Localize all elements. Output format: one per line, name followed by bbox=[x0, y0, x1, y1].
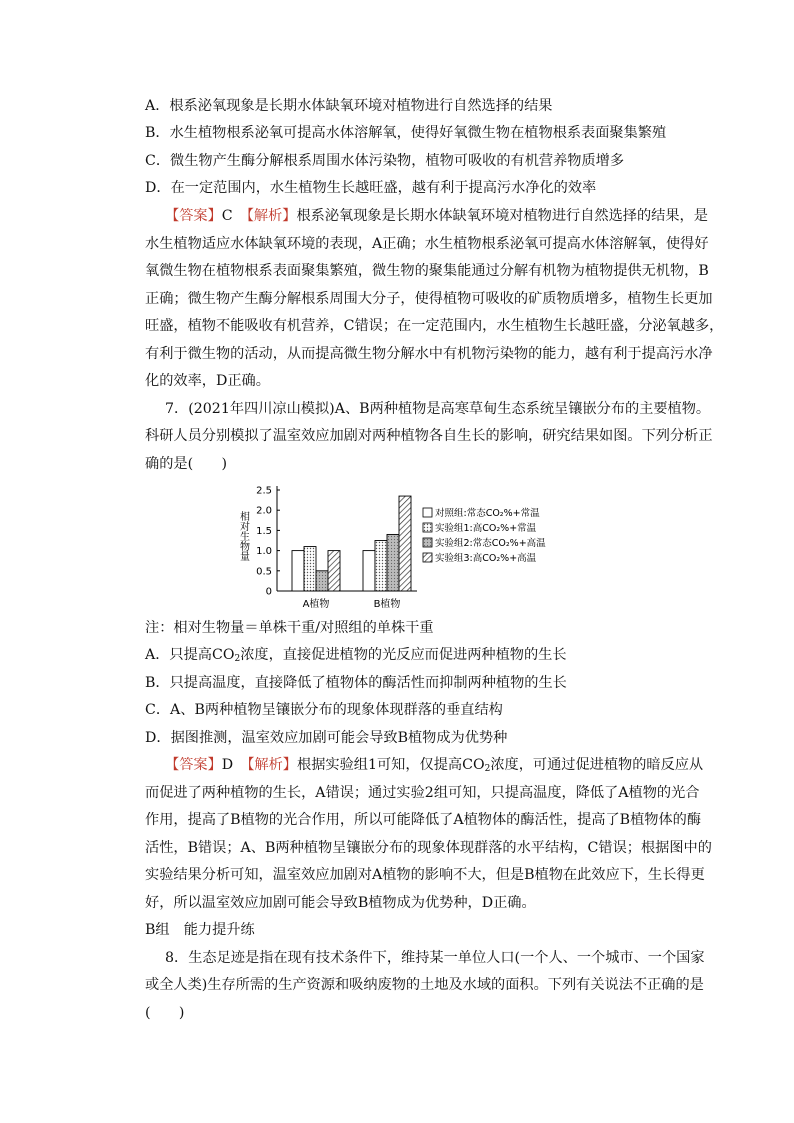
q6-option-c: C．微生物产生酶分解根系周围水体污染物，植物可吸收的有机营养物质增多 bbox=[145, 153, 625, 169]
legend-swatch bbox=[423, 538, 432, 547]
y-tick-label: 0.5 bbox=[256, 566, 272, 578]
bar-a-series-1 bbox=[304, 547, 316, 591]
x-tick-label: B植物 bbox=[373, 599, 401, 610]
y-tick-label: 2.5 bbox=[256, 485, 272, 497]
q7-option-c: C．A、B两种植物呈镶嵌分布的现象体现群落的垂直结构 bbox=[145, 702, 503, 718]
y-tick-label: 1.5 bbox=[256, 525, 272, 537]
answer-tag: 【答案】 bbox=[165, 757, 222, 773]
option-a-text-post: 浓度，直接促进植物的光反应而促进两种植物的生长 bbox=[240, 647, 567, 663]
chart-note: 注：相对生物量＝单株干重/对照组的单株干重 bbox=[145, 620, 434, 636]
subscript-2: 2 bbox=[484, 764, 491, 774]
q7-analysis-line-2: 而促进了两种植物的生长，A错误；通过实验2组可知，只提高温度，降低了A植物的光合 bbox=[145, 785, 700, 801]
y-axis-label: 相对生物量 bbox=[237, 511, 249, 561]
q7-stem-line-2: 科研人员分别模拟了温室效应加剧对两种植物各自生长的影响，研究结果如图。下列分析正 bbox=[145, 428, 713, 444]
bar-b-series-0 bbox=[363, 551, 375, 591]
q7-analysis-line-6: 好，所以温室效应加剧可能会导致B植物成为优势种，D正确。 bbox=[145, 895, 536, 911]
q7-analysis-line-3: 作用，提高了B植物的光合作用，所以可能降低了A植物体的酶活性，提高了B植物体的酶 bbox=[145, 812, 702, 828]
q8-stem-line-2: 或全人类)生存所需的生产资源和吸纳废物的土地及水域的面积。下列有关说法不正确的是 bbox=[145, 977, 704, 993]
q7-option-b: B．只提高温度，直接降低了植物体的酶活性而抑制两种植物的生长 bbox=[145, 675, 567, 691]
q6-option-a: A．根系泌氧现象是长期水体缺氧环境对植物进行自然选择的结果 bbox=[145, 98, 553, 114]
legend-label: 对照组:常态CO₂%+常温 bbox=[435, 508, 540, 519]
bar-a-series-3 bbox=[328, 551, 340, 591]
legend-swatch bbox=[423, 553, 432, 562]
chart-legend bbox=[423, 507, 546, 564]
bars-group bbox=[292, 496, 411, 591]
y-tick-label: 0 bbox=[265, 586, 272, 598]
bar-a-series-0 bbox=[292, 551, 304, 591]
analysis-tag: 【解析】 bbox=[246, 208, 297, 224]
q6-option-b: B．水生植物根系泌氧可提高水体溶解氧，使得好氧微生物在植物根系表面聚集繁殖 bbox=[145, 125, 667, 141]
q6-analysis-line-5: 旺盛，植物不能吸收有机营养，C错误；在一定范围内，水生植物生长越旺盛，分泌氧越多， bbox=[145, 318, 724, 334]
analysis-text-pre: 根据实验组1可知，仅提高CO bbox=[297, 757, 485, 773]
legend-label: 实验组1:高CO₂%+常温 bbox=[435, 523, 537, 534]
q7-stem-line-1: 7．(2021年四川凉山模拟)A、B两种植物是高寒草甸生态系统呈镶嵌分布的主要植物。 bbox=[165, 401, 711, 417]
answer-tag: 【答案】 bbox=[165, 208, 222, 224]
x-axis bbox=[303, 597, 401, 610]
y-tick-label: 1.0 bbox=[256, 546, 272, 558]
biomass-bar-chart bbox=[225, 478, 605, 613]
answer-letter: D bbox=[221, 757, 234, 773]
q6-analysis-line-3: 氧微生物在植物根系表面聚集繁殖，微生物的聚集能通过分解有机物为植物提供无机物，B bbox=[145, 263, 709, 279]
q7-answer-line-1 bbox=[165, 755, 705, 779]
option-a-text-pre: A．只提高CO bbox=[145, 647, 235, 663]
q6-answer-line-1 bbox=[165, 206, 708, 226]
q7-analysis-line-5: 实验结果分析可知，温室效应加剧对A植物的影响不大，但是B植物在此效应下，生长得更 bbox=[145, 867, 705, 883]
q6-analysis-line-7: 化的效率，D正确。 bbox=[145, 373, 270, 389]
bar-b-series-3 bbox=[399, 496, 411, 591]
legend-swatch bbox=[423, 508, 432, 517]
subscript-2: 2 bbox=[234, 654, 241, 664]
q6-analysis-line-4: 正确；微生物产生酶分解根系周围大分子，使得植物可吸收的矿质物质增多，植物生长更加 bbox=[145, 291, 713, 307]
analysis-tag: 【解析】 bbox=[247, 757, 297, 773]
q7-stem-line-3: 确的是( ) bbox=[145, 456, 228, 472]
q8-stem-line-3: ( ) bbox=[145, 1005, 185, 1021]
q6-analysis-line-6: 有利于微生物的活动，从而提高微生物分解水中有机物污染物的能力，越有利于提高污水净 bbox=[145, 346, 713, 362]
legend-label: 实验组3:高CO₂%+高温 bbox=[435, 553, 537, 564]
x-tick-label: A植物 bbox=[302, 599, 330, 610]
legend-label: 实验组2:常态CO₂%+高温 bbox=[435, 538, 546, 549]
q7-option-a bbox=[145, 645, 685, 669]
y-tick-label: 2.0 bbox=[256, 505, 272, 517]
q6-option-d: D．在一定范围内，水生植物生长越旺盛，越有利于提高污水净化的效率 bbox=[145, 180, 597, 196]
q6-analysis-line-2: 水生植物适应水体缺氧环境的表现，A正确；水生植物根系泌氧可提高水体溶解氧，使得好 bbox=[145, 236, 709, 252]
bar-a-series-2 bbox=[316, 571, 328, 591]
q8-stem-line-1: 8．生态足迹是指在现有技术条件下，维持某一单位人口(一个人、一个城市、一个国家 bbox=[165, 950, 705, 966]
bar-b-series-1 bbox=[375, 541, 387, 592]
analysis-text-post: 浓度，可通过促进植物的暗反应从 bbox=[490, 757, 704, 773]
q7-option-d: D．据图推测，温室效应加剧可能会导致B植物成为优势种 bbox=[145, 730, 508, 746]
section-heading: B组 能力提升练 bbox=[145, 922, 255, 938]
answer-letter: C bbox=[221, 208, 233, 224]
analysis-text: 根系泌氧现象是长期水体缺氧环境对植物进行自然选择的结果，是 bbox=[296, 208, 708, 224]
q7-analysis-line-4: 活性，B错误；A、B两种植物呈镶嵌分布的现象体现群落的水平结构，C错误；根据图中的 bbox=[145, 840, 712, 856]
bar-b-series-2 bbox=[387, 534, 399, 591]
legend-swatch bbox=[423, 523, 432, 532]
